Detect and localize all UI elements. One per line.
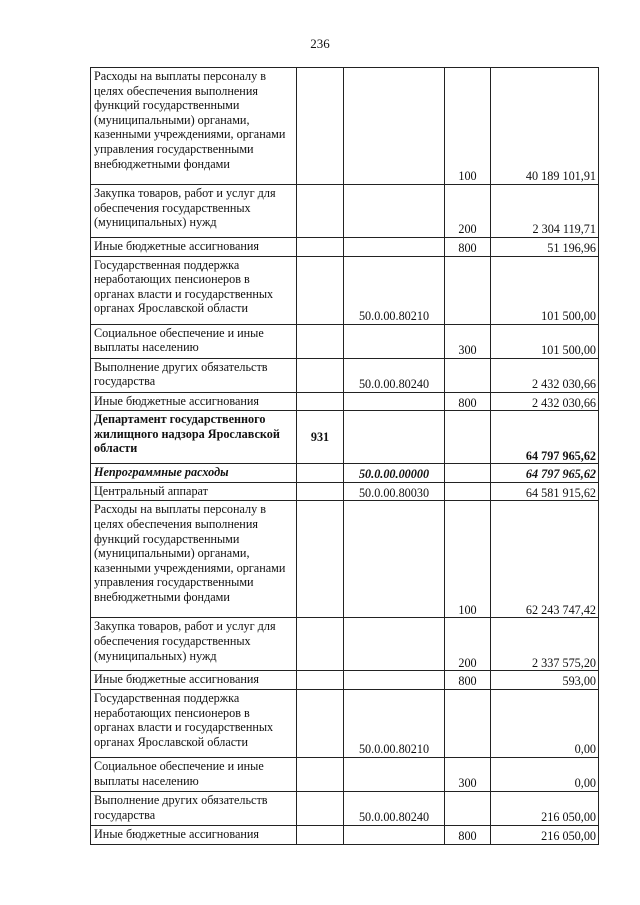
table-row bbox=[91, 358, 599, 392]
row-type: 100 bbox=[445, 501, 491, 618]
table-row bbox=[91, 256, 599, 324]
table-row bbox=[91, 464, 599, 483]
table-row bbox=[91, 185, 599, 238]
row-sum: 0,00 bbox=[491, 757, 599, 791]
row-code bbox=[297, 324, 344, 358]
row-name: Департамент государственного жилищного надзора Ярославской области bbox=[91, 411, 297, 464]
row-name: Расходы на выплаты персоналу в целях обеспечения выполнения функций государственными (муниципальными) органами, казенными учреждениями, органами управления государственными внебюджетными фондами bbox=[91, 68, 297, 185]
table-row bbox=[91, 689, 599, 757]
row-name: Иные бюджетные ассигнования bbox=[91, 671, 297, 690]
row-sum: 216 050,00 bbox=[491, 825, 599, 844]
budget-table bbox=[90, 67, 599, 845]
row-code bbox=[297, 464, 344, 483]
row-name: Выполнение других обязательств государства bbox=[91, 791, 297, 825]
row-item: 50.0.00.00000 bbox=[344, 464, 445, 483]
table-row bbox=[91, 238, 599, 257]
row-code bbox=[297, 185, 344, 238]
table-row bbox=[91, 671, 599, 690]
row-type: 300 bbox=[445, 757, 491, 791]
row-item: 50.0.00.80210 bbox=[344, 689, 445, 757]
row-name: Иные бюджетные ассигнования bbox=[91, 392, 297, 411]
row-code bbox=[297, 671, 344, 690]
row-type bbox=[445, 482, 491, 501]
row-type: 800 bbox=[445, 238, 491, 257]
row-code bbox=[297, 689, 344, 757]
row-sum: 2 432 030,66 bbox=[491, 358, 599, 392]
row-sum: 51 196,96 bbox=[491, 238, 599, 257]
row-name: Центральный аппарат bbox=[91, 482, 297, 501]
row-item bbox=[344, 501, 445, 618]
row-code bbox=[297, 618, 344, 671]
table-row bbox=[91, 324, 599, 358]
row-code bbox=[297, 482, 344, 501]
row-name: Расходы на выплаты персоналу в целях обеспечения выполнения функций государственными (муниципальными) органами, казенными учреждениями, органами управления государственными внебюджетными фондами bbox=[91, 501, 297, 618]
row-type bbox=[445, 256, 491, 324]
table-row bbox=[91, 411, 599, 464]
row-code bbox=[297, 68, 344, 185]
table-row bbox=[91, 482, 599, 501]
row-code bbox=[297, 791, 344, 825]
row-sum: 593,00 bbox=[491, 671, 599, 690]
row-item bbox=[344, 757, 445, 791]
row-sum: 2 337 575,20 bbox=[491, 618, 599, 671]
row-type: 200 bbox=[445, 618, 491, 671]
row-sum: 101 500,00 bbox=[491, 256, 599, 324]
row-name: Иные бюджетные ассигнования bbox=[91, 825, 297, 844]
row-name: Закупка товаров, работ и услуг для обеспечения государственных (муниципальных) нужд bbox=[91, 618, 297, 671]
row-type bbox=[445, 689, 491, 757]
row-item bbox=[344, 68, 445, 185]
row-type: 300 bbox=[445, 324, 491, 358]
row-sum: 64 581 915,62 bbox=[491, 482, 599, 501]
row-name: Социальное обеспечение и иные выплаты населению bbox=[91, 757, 297, 791]
row-sum: 216 050,00 bbox=[491, 791, 599, 825]
row-item: 50.0.00.80240 bbox=[344, 791, 445, 825]
row-sum: 2 304 119,71 bbox=[491, 185, 599, 238]
row-code bbox=[297, 501, 344, 618]
row-type: 200 bbox=[445, 185, 491, 238]
table-row bbox=[91, 757, 599, 791]
row-item bbox=[344, 392, 445, 411]
row-type bbox=[445, 411, 491, 464]
row-name: Выполнение других обязательств государства bbox=[91, 358, 297, 392]
row-item bbox=[344, 671, 445, 690]
row-item bbox=[344, 411, 445, 464]
row-code: 931 bbox=[297, 411, 344, 464]
table-row bbox=[91, 501, 599, 618]
table-row bbox=[91, 392, 599, 411]
row-item bbox=[344, 324, 445, 358]
row-sum: 0,00 bbox=[491, 689, 599, 757]
row-name: Социальное обеспечение и иные выплаты населению bbox=[91, 324, 297, 358]
row-code bbox=[297, 256, 344, 324]
row-sum: 40 189 101,91 bbox=[491, 68, 599, 185]
row-code bbox=[297, 238, 344, 257]
row-type: 800 bbox=[445, 392, 491, 411]
row-type: 800 bbox=[445, 825, 491, 844]
row-item: 50.0.00.80030 bbox=[344, 482, 445, 501]
row-item bbox=[344, 238, 445, 257]
row-type bbox=[445, 358, 491, 392]
row-sum: 62 243 747,42 bbox=[491, 501, 599, 618]
table-row bbox=[91, 618, 599, 671]
row-item: 50.0.00.80210 bbox=[344, 256, 445, 324]
row-item: 50.0.00.80240 bbox=[344, 358, 445, 392]
table-row bbox=[91, 825, 599, 844]
row-sum: 2 432 030,66 bbox=[491, 392, 599, 411]
row-type: 100 bbox=[445, 68, 491, 185]
row-name: Государственная поддержка неработающих пенсионеров в органах власти и государственных органах Ярославской области bbox=[91, 689, 297, 757]
row-sum: 64 797 965,62 bbox=[491, 411, 599, 464]
row-sum: 101 500,00 bbox=[491, 324, 599, 358]
row-item bbox=[344, 618, 445, 671]
table-row bbox=[91, 791, 599, 825]
row-type bbox=[445, 791, 491, 825]
row-name: Закупка товаров, работ и услуг для обеспечения государственных (муниципальных) нужд bbox=[91, 185, 297, 238]
row-name: Непрограммные расходы bbox=[91, 464, 297, 483]
row-type bbox=[445, 464, 491, 483]
row-code bbox=[297, 392, 344, 411]
row-item bbox=[344, 185, 445, 238]
page-number: 236 bbox=[310, 36, 330, 51]
row-code bbox=[297, 358, 344, 392]
row-name: Иные бюджетные ассигнования bbox=[91, 238, 297, 257]
row-type: 800 bbox=[445, 671, 491, 690]
row-sum: 64 797 965,62 bbox=[491, 464, 599, 483]
table-row bbox=[91, 68, 599, 185]
row-code bbox=[297, 825, 344, 844]
row-name: Государственная поддержка неработающих пенсионеров в органах власти и государственных органах Ярославской области bbox=[91, 256, 297, 324]
row-item bbox=[344, 825, 445, 844]
row-code bbox=[297, 757, 344, 791]
